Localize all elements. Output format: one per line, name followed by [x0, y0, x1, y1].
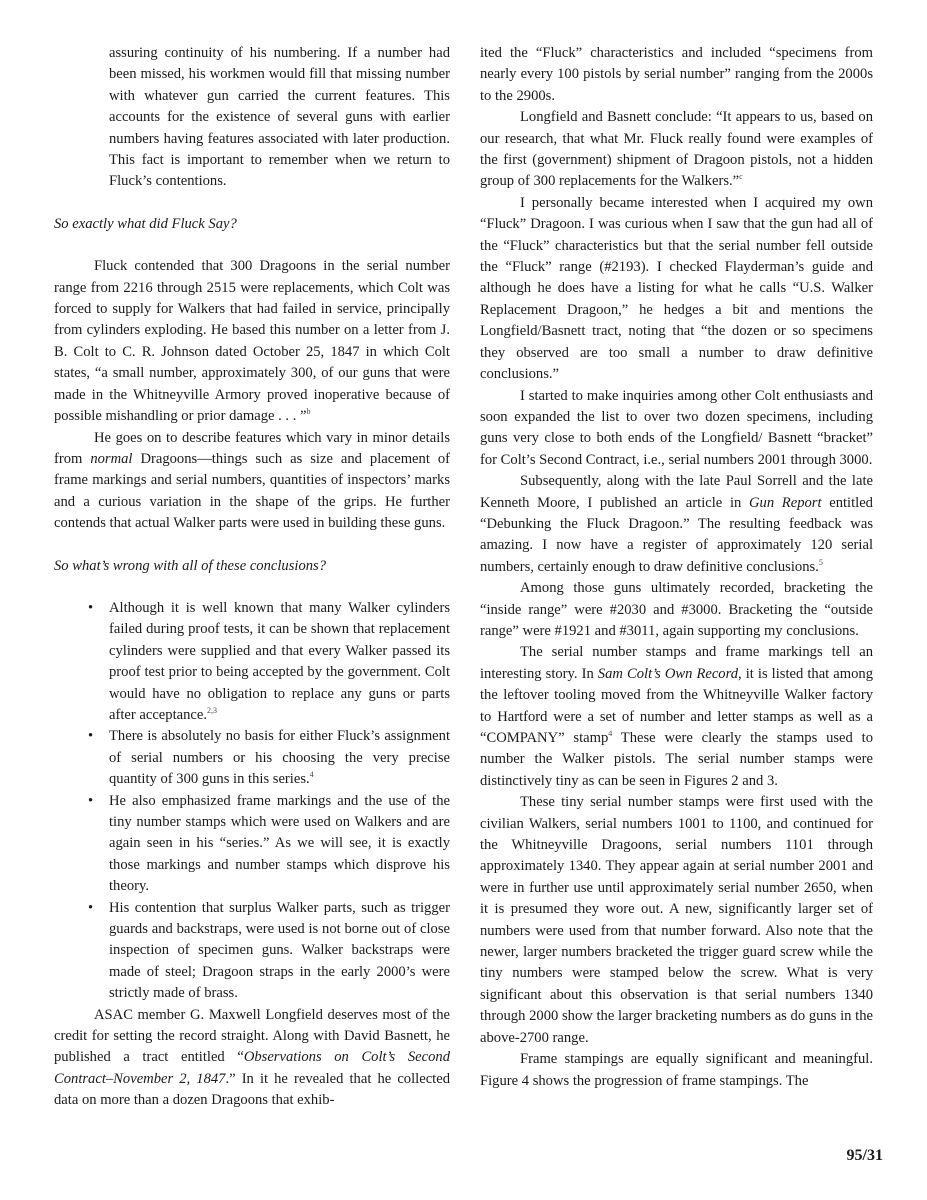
bullet-icon: • [88, 728, 94, 745]
list-item-text: He also emphasized frame markings and the use of the tiny number stamps which were used on Walkers and are again seen in his “series.” As we will see, it is exactly those markings and number stamps which disprove his theory. [109, 792, 450, 895]
body-paragraph [54, 428, 450, 535]
page-number: 95/31 [846, 1147, 883, 1164]
body-paragraph [480, 642, 873, 792]
bullet-icon: • [88, 599, 94, 616]
paragraph-text: He goes on to describe features which vary in minor details from [54, 429, 450, 467]
paragraph-text: Dragoons—things such as size and placement of frame markings and serial numbers, quantities of inspectors’ marks and a curious variation in the shape of the grips. He further contends that actual Walker parts were used in building these guns. [54, 450, 450, 532]
list-item [54, 791, 450, 898]
paragraph-text: Fluck contended that 300 Dragoons in the serial number range from 2216 through 2515 were replacements, which Colt was forced to supply for Walkers that had failed in service, principally from cylinders exploding. He based this number on a letter from J. B. Colt to C. R. Johnson dated October 25, 1847 in which Colt states, “a small number, approximately 300, of our guns that were made in the Whitneyville Armory proved inoperative because of possible mishandling or prior damage . . . ” [54, 258, 450, 425]
bullet-icon: • [88, 899, 94, 916]
list-item [54, 898, 450, 1005]
body-paragraph: I personally became interested when I acquired my own “Fluck” Dragoon. I was curious when I saw that the gun had all of the “Fluck” characteristics but that the serial number fell outside the “Fluck” range (#2193). I checked Flayderman’s guide and although he does have a listing for what he calls “U.S. Walker Replacement Dragoon,” he hedges a bit and mentions the Longfield/Basnett tract, noting that “the dozen or so specimens they observed are too small a number to draw definitive conclusions.” [480, 194, 873, 383]
paragraph-text: entitled “Debunking the Fluck Dragoon.” The resulting feedback was amazing. I now have a register of approximately 120 serial numbers, certainly enough to draw definitive conclusions. [480, 494, 873, 575]
opening-paragraph: assuring continuity of his numbering. If a number had been missed, his workmen would fill that missing number with whatever gun carried the current features. This accounts for the existence of several guns with earlier numbers having features associated with later production. This fact is important to remember when we return to Fluck’s contentions. [109, 45, 450, 190]
bullet-icon: • [88, 792, 94, 809]
footnote-ref: 2,3 [207, 705, 218, 715]
emphasis-text: normal [90, 450, 133, 467]
paragraph-text: The serial number stamps and frame markings tell an interesting story. In [480, 644, 873, 682]
tract-title: Observations on Colt’s Second Contract–November 2, 1847 [54, 1049, 450, 1087]
body-paragraph: Among those guns ultimately recorded, bracketing the “inside range” were #2030 and #3000. Bracketing the “outside range” were #1921 and #3011, again supporting my conclusions. [480, 580, 873, 639]
section-heading-whats-wrong: So what’s wrong with all of these conclusions? [54, 557, 327, 574]
list-item-text: Although it is well known that many Walker cylinders failed during proof tests, it can be shown that replacement cylinders were supplied and that every Walker passed its proof test prior to being accepted by the government. Colt would have no obligation to replace any guns or parts after acceptance. [109, 599, 450, 723]
list-item [54, 598, 450, 726]
left-column [54, 43, 450, 1112]
book-title: Sam Colt’s Own Record [597, 665, 739, 682]
list-item-text: There is absolutely no basis for either Fluck’s assignment of serial numbers or his choosing the very precise quantity of 300 guns in this series. [109, 728, 450, 788]
body-paragraph [480, 107, 873, 193]
paragraph-text: Subsequently, along with the late Paul Sorrell and the late Kenneth Moore, I published an article in [480, 473, 873, 511]
paragraph-text: Longfield and Basnett conclude: “It appears to us, based on our research, that what Mr. Fluck really found were examples of the first (government) shipment of Dragoon pistols, not a hidden group of 300 replacements for the Walkers.” [480, 109, 873, 190]
body-paragraph: Frame stampings are equally significant and meaningful. Figure 4 shows the progression of frame stampings. The [480, 1051, 873, 1089]
body-paragraph [480, 471, 873, 578]
footnote-ref: 4 [608, 729, 613, 738]
footnote-ref: 4 [309, 770, 314, 780]
bullet-list [54, 598, 450, 1005]
publication-title: Gun Report [748, 494, 822, 511]
footnote-ref: 5 [818, 557, 823, 567]
body-paragraph: These tiny serial number stamps were first used with the civilian Walkers, serial numbers 1001 to 1100, and continued for the Whitneyville Dragoons, serial numbers 1101 through approximately 1340. They appear again at serial number 2001 and were in further use until approximately serial number 2650, when it is presumed they wore out. A new, significantly larger set of numbers were used from that number forward. Also note that the newer, larger numbers bracketed the trigger guard screw while the tiny numbers were stamped below the screw. What is very significant about this observation is that serial numbers 1340 through 2000 show the larger bracketing numbers as do guns in the above-2700 range. [480, 794, 873, 1046]
section-heading-fluck-say: So exactly what did Fluck Say? [54, 215, 237, 232]
footnote-ref: c [739, 172, 743, 182]
list-item-text: His contention that surplus Walker parts, such as trigger guards and backstraps, were used is not borne out of close inspection of specimen guns. Walker backstraps were made of steel; Dragoon straps in the early 2000’s were strictly made of brass. [109, 899, 450, 1002]
paragraph-text: .” In it he revealed that he collected data on more than a dozen Dragoons that exhib- [54, 1070, 450, 1109]
body-paragraph [54, 256, 450, 427]
paragraph-text: ASAC member G. Maxwell Longfield deserves most of the credit for setting the record straight. Along with David Basnett, he published a tract entitled “ [54, 1006, 450, 1066]
right-column [480, 43, 873, 1092]
footnote-ref: b [306, 407, 311, 417]
paragraph-text: , it is listed that among the leftover tooling moved from the Whitneyville Walker factory to Hartford were a set of number and letter stamps as well as a “COMPANY” stamp [480, 665, 873, 746]
paragraph-text: These were clearly the stamps used to number the Walker pistols. The serial number stamps were distinctively tiny as can be seen in Figures 2 and 3. [480, 730, 873, 789]
body-paragraph: I started to make inquiries among other Colt enthusiasts and soon expanded the list to over two dozen specimens, including guns very close to both ends of the Longfield/ Basnett “bracket” for Colt’s Second Contract, i.e., serial numbers 2001 through 3000. [480, 387, 873, 468]
body-paragraph [54, 1005, 450, 1112]
body-paragraph: ited the “Fluck” characteristics and included “specimens from nearly every 100 pistols by serial number” ranging from the 2000s to the 2900s. [480, 45, 873, 104]
list-item [54, 726, 450, 790]
